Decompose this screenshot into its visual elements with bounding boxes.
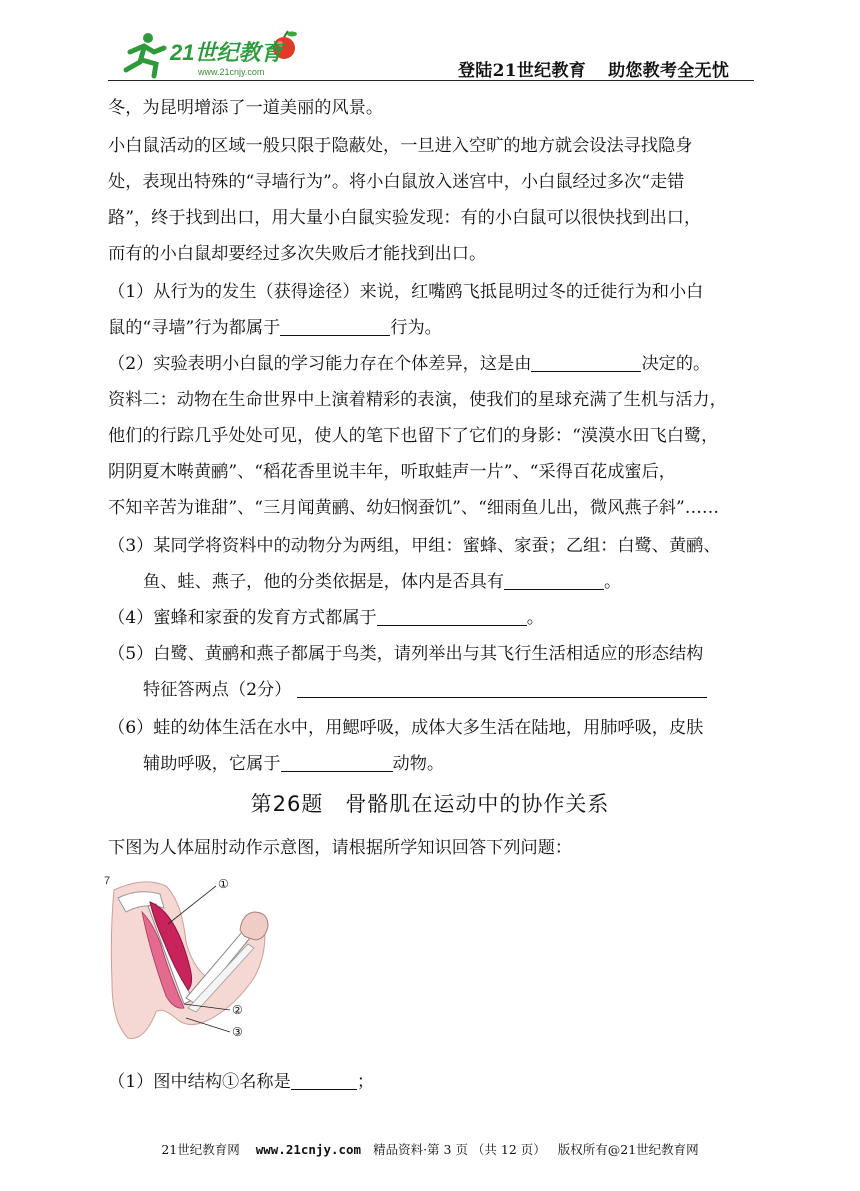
question-3-text: 鱼、蛙、燕子，他的分类依据是，体内是否具有	[143, 572, 504, 592]
question-5-text: 特征答两点（2分）	[143, 680, 292, 700]
question-5-line2	[143, 678, 707, 702]
material-2-line: 资料二：动物在生命世界中上演着精彩的表演，使我们的星球充满了生机与活力，	[108, 390, 727, 410]
figure-label-1: ①	[218, 877, 229, 891]
footer-page-info: 精品资料·第 3 页 （共 12 页）	[373, 1142, 546, 1157]
question-26-1-text: （1）图中结构①名称是	[108, 1072, 291, 1092]
header-slogan-right: 助您教考全无忧	[608, 61, 730, 81]
arm-flexion-diagram	[104, 872, 274, 1047]
body-line: 冬，为昆明增添了一道美丽的风景。	[108, 98, 384, 118]
question-6-text: 辅助呼吸，它属于	[143, 754, 281, 774]
header-slogan	[458, 56, 729, 81]
question-26-1-suffix: ；	[356, 1072, 375, 1092]
question-4-suffix: 。	[526, 608, 544, 628]
logo-21cnjy	[108, 30, 308, 80]
answer-blank-4[interactable]	[377, 607, 527, 626]
question-1-text: 鼠的“寻墙”行为都属于	[108, 318, 281, 338]
answer-blank-1[interactable]	[280, 317, 390, 336]
page-footer	[0, 1140, 860, 1158]
figure-label-3: ③	[232, 1025, 243, 1039]
question-2-text: （2）实验表明小白鼠的学习能力存在个体差异，这是由	[108, 354, 532, 374]
footer-site-link[interactable]: www.21cnjy.com	[255, 1142, 362, 1157]
question-1-line2	[108, 316, 442, 340]
runner-icon	[126, 33, 164, 76]
hand	[240, 912, 268, 940]
footer-copyright: 版权所有@21世纪教育网	[557, 1142, 699, 1157]
figure-corner-mark: 7	[104, 875, 111, 887]
body-line: 小白鼠活动的区域一般只限于隐蔽处，一旦进入空旷的地方就会设法寻找隐身	[108, 136, 693, 156]
question-26-1	[108, 1070, 374, 1094]
question-2-suffix: 决定的。	[641, 354, 711, 374]
question-3-line1: （3）某同学将资料中的动物分为两组，甲组：蜜蜂、家蚕；乙组：白鹭、黄鹂、	[108, 536, 721, 556]
material-2-line: 不知辛苦为谁甜”、“三月闻黄鹂、幼妇悯蚕饥”、“细雨鱼儿出，微风燕子斜”……	[108, 498, 720, 518]
body-line: 而有的小白鼠却要经过多次失败后才能找到出口。	[108, 244, 487, 264]
material-2-line: 阴阴夏木啭黄鹂”、“稻花香里说丰年，听取蛙声一片”、“采得百花成蜜后，	[108, 462, 676, 482]
logo-text: 21世纪教育	[170, 40, 283, 65]
question-3-line2	[143, 570, 621, 594]
question-6-line1: （6）蛙的幼体生活在水中，用鳃呼吸，成体大多生活在陆地，用肺呼吸，皮肤	[108, 718, 704, 738]
header-slogan-left: 登陆21世纪教育	[458, 61, 587, 81]
section-intro: 下图为人体屈肘动作示意图，请根据所学知识回答下列问题：	[108, 838, 573, 858]
question-6-line2	[143, 752, 444, 776]
answer-blank-5[interactable]	[297, 679, 707, 698]
question-6-suffix: 动物。	[392, 754, 445, 774]
question-4	[108, 606, 544, 630]
header-rule	[108, 80, 754, 81]
body-line: 处，表现出特殊的“寻墙行为”。将小白鼠放入迷宫中，小白鼠经过多次“走错	[108, 172, 685, 192]
section-title: 第26题 骨骼肌在运动中的协作关系	[250, 792, 610, 816]
question-4-text: （4）蜜蜂和家蚕的发育方式都属于	[108, 608, 377, 628]
footer-left: 21世纪教育网	[161, 1142, 240, 1157]
body-line: 路”，终于找到出口，用大量小白鼠实验发现：有的小白鼠可以很快找到出口，	[108, 208, 702, 228]
question-1-line1: （1）从行为的发生（获得途径）来说，红嘴鸥飞抵昆明过冬的迁徙行为和小白	[108, 282, 704, 302]
figure-label-2: ②	[232, 1003, 243, 1017]
answer-blank-3[interactable]	[504, 571, 604, 590]
question-3-suffix: 。	[603, 572, 622, 592]
question-1-suffix: 行为。	[390, 318, 442, 338]
answer-blank-2[interactable]	[531, 353, 641, 372]
logo-url: www.21cnjy.com	[198, 67, 265, 77]
question-2	[108, 352, 710, 376]
answer-blank-26-1[interactable]	[291, 1071, 357, 1090]
material-2-line: 他们的行踪几乎处处可见，使人的笔下也留下了它们的身影：“漠漠水田飞白鹭，	[108, 426, 719, 446]
question-5-line1: （5）白鹭、黄鹂和燕子都属于鸟类，请列举出与其飞行生活相适应的形态结构	[108, 644, 704, 664]
answer-blank-6[interactable]	[281, 753, 393, 772]
